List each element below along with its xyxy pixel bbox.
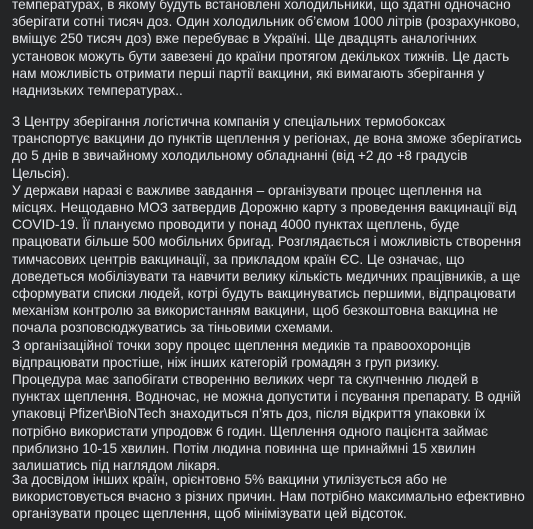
post-paragraph: температурах, в якому будуть встановлені холодильники, що здатні одночасно зберігати сотні тисяч доз. Один холодильник об’ємом 1000 літрів (розрахунково, вміщує 250 тисяч доз) вже перебуває в Україні. Ще двадцять аналогічних установок можуть бути завезені до країни протягом декількох тижнів. Це дасть нам можливість отримати перші партії вакцини, які вимагають зберігання у наднизьких температурах.. [12, 0, 520, 99]
post-paragraph: За досвідом інших країн, орієнтовно 5% вакцини утилізується або не використовується вчасно з різних причин. Нам потрібно максимально ефективно організувати процес щеплення, щоб мінімізувати цей відсоток. [12, 472, 525, 522]
post-paragraph: З Центру зберігання логістична компанія у спеціальних термобоксах транспортує вакцини до пунктів щеплення у регіонах, де вона зможе зберігатись до 5 днів в звичайному холодильному обладнанні (від +2 до +8 градусів Цельсія). У держави наразі є важливе завдання – організувати процес щеплення на місцях. Нещодавно МОЗ затвердив Дорожню карту з проведення вакцинації від COVID-19. Її плануємо проводити у понад 4000 пунктах щеплень, буде працювати більше 500 мобільних бригад. Розглядається і можливість створення тимчасових центрів вакцинації, за прикладом країн ЄС. Це означає, що доведеться мобілізувати та навчити велику кількість медичних працівників, а ще сформувати списки людей, котрі будуть вакцинуватись першими, відпрацювати механізм контролю за використанням вакцини, щоб безкоштовна вакцина не почала розповсюджуватись за тіньовими схемами. З організаційної точки зору процес щеплення медиків та правоохоронців відпрацювати простіше, ніж інших категорій громадян з груп ризику. Процедура має запобігати створенню великих черг та скупченню людей в пунктах щеплення. Водночас, не можна допустити і псування препарату. В одній упаковці Pfizer\BioNTech знаходиться п’ять доз, після відкриття упаковки їх потрібно використати упродовж 6 годин. Щеплення одного пацієнта займає приблизно 10-15 хвилин. Потім людина повинна ще принаймні 15 хвилин залишатись під наглядом лікаря. [12, 114, 522, 474]
